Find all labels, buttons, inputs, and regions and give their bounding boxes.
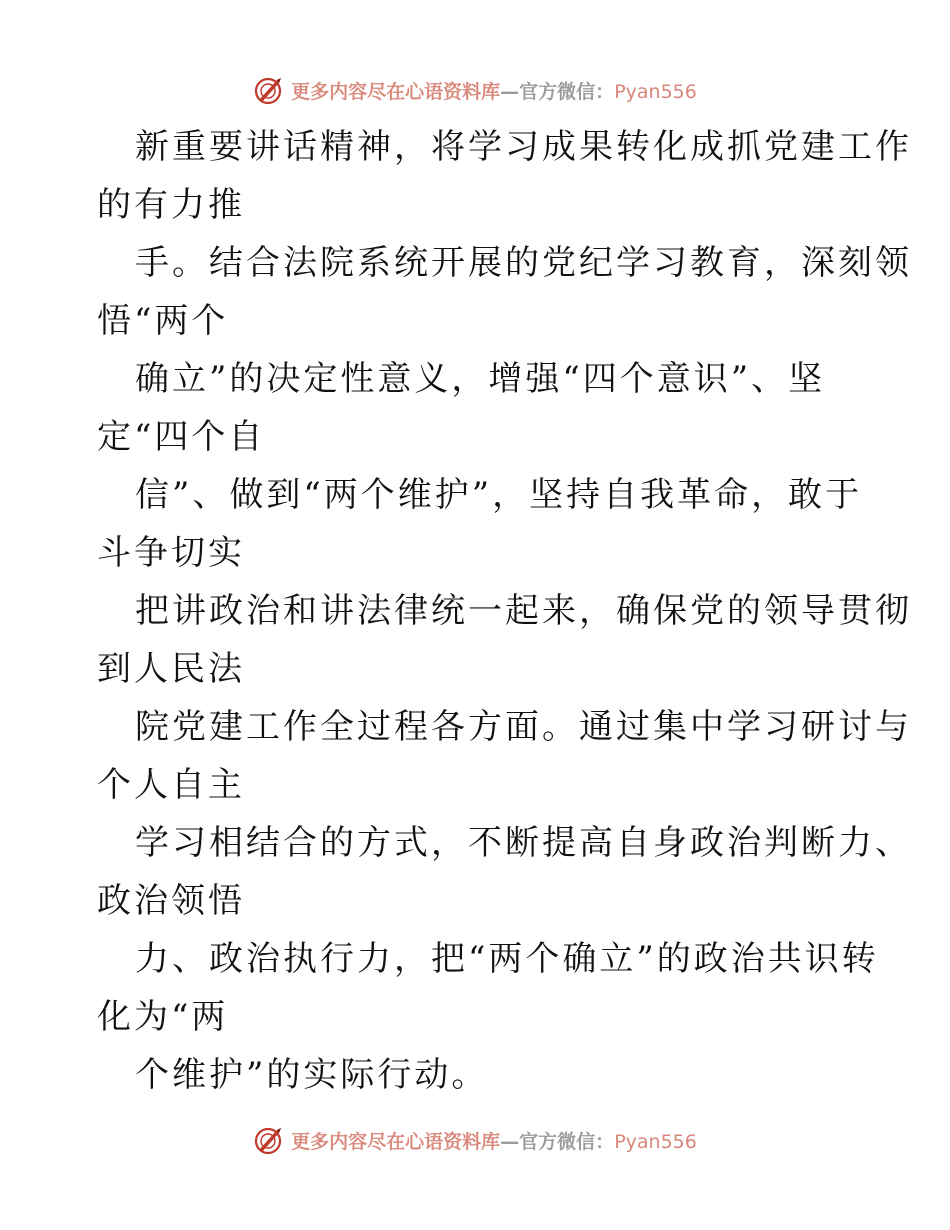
watermark-wechat-label: 官方微信： (519, 1130, 615, 1153)
text-line: 斗争切实 (97, 533, 245, 573)
watermark-site-name: 更多内容尽在心语资料库 (291, 80, 501, 103)
text-line: 的有力推 (97, 185, 245, 225)
text-line: 定“四个自 (97, 417, 266, 457)
text-line: 新重要讲话精神，将学习成果转化成抓党建工作 (135, 127, 912, 167)
watermark-wechat-label: 官方微信： (519, 80, 615, 103)
footer-watermark (0, 1120, 950, 1160)
header-watermark (0, 70, 950, 110)
text-line: 化为“两 (97, 997, 229, 1037)
text-line: 手。结合法院系统开展的党纪学习教育，深刻领 (135, 243, 912, 283)
text-line: 政治领悟 (97, 881, 245, 921)
watermark-site-name: 更多内容尽在心语资料库 (291, 1130, 501, 1153)
text-line: 确立”的决定性意义，增强“四个意识”、坚 (135, 359, 826, 399)
watermark-wechat-id: Pyan556 (614, 80, 697, 103)
watermark-dash: — (500, 1130, 520, 1153)
watermark-text (291, 77, 697, 104)
text-line: 把讲政治和讲法律统一起来，确保党的领导贯彻 (135, 591, 912, 631)
text-line: 悟“两个 (97, 301, 229, 341)
watermark-dash: — (500, 80, 520, 103)
text-line: 到人民法 (97, 649, 245, 689)
text-line: 信”、做到“两个维护”，坚持自我革命，敢于 (135, 475, 863, 515)
text-line: 力、政治执行力，把“两个确立”的政治共识转 (135, 939, 879, 979)
text-line: 个人自主 (97, 765, 245, 805)
text-line: 学习相结合的方式，不断提高自身政治判断力、 (135, 823, 912, 863)
text-line: 个维护”的实际行动。 (135, 1055, 489, 1095)
watermark-wechat-id: Pyan556 (614, 1130, 697, 1153)
text-line: 院党建工作全过程各方面。通过集中学习研讨与 (135, 707, 912, 747)
watermark-text (291, 1127, 697, 1154)
pen-logo-icon (253, 74, 285, 106)
pen-logo-icon (253, 1124, 285, 1156)
